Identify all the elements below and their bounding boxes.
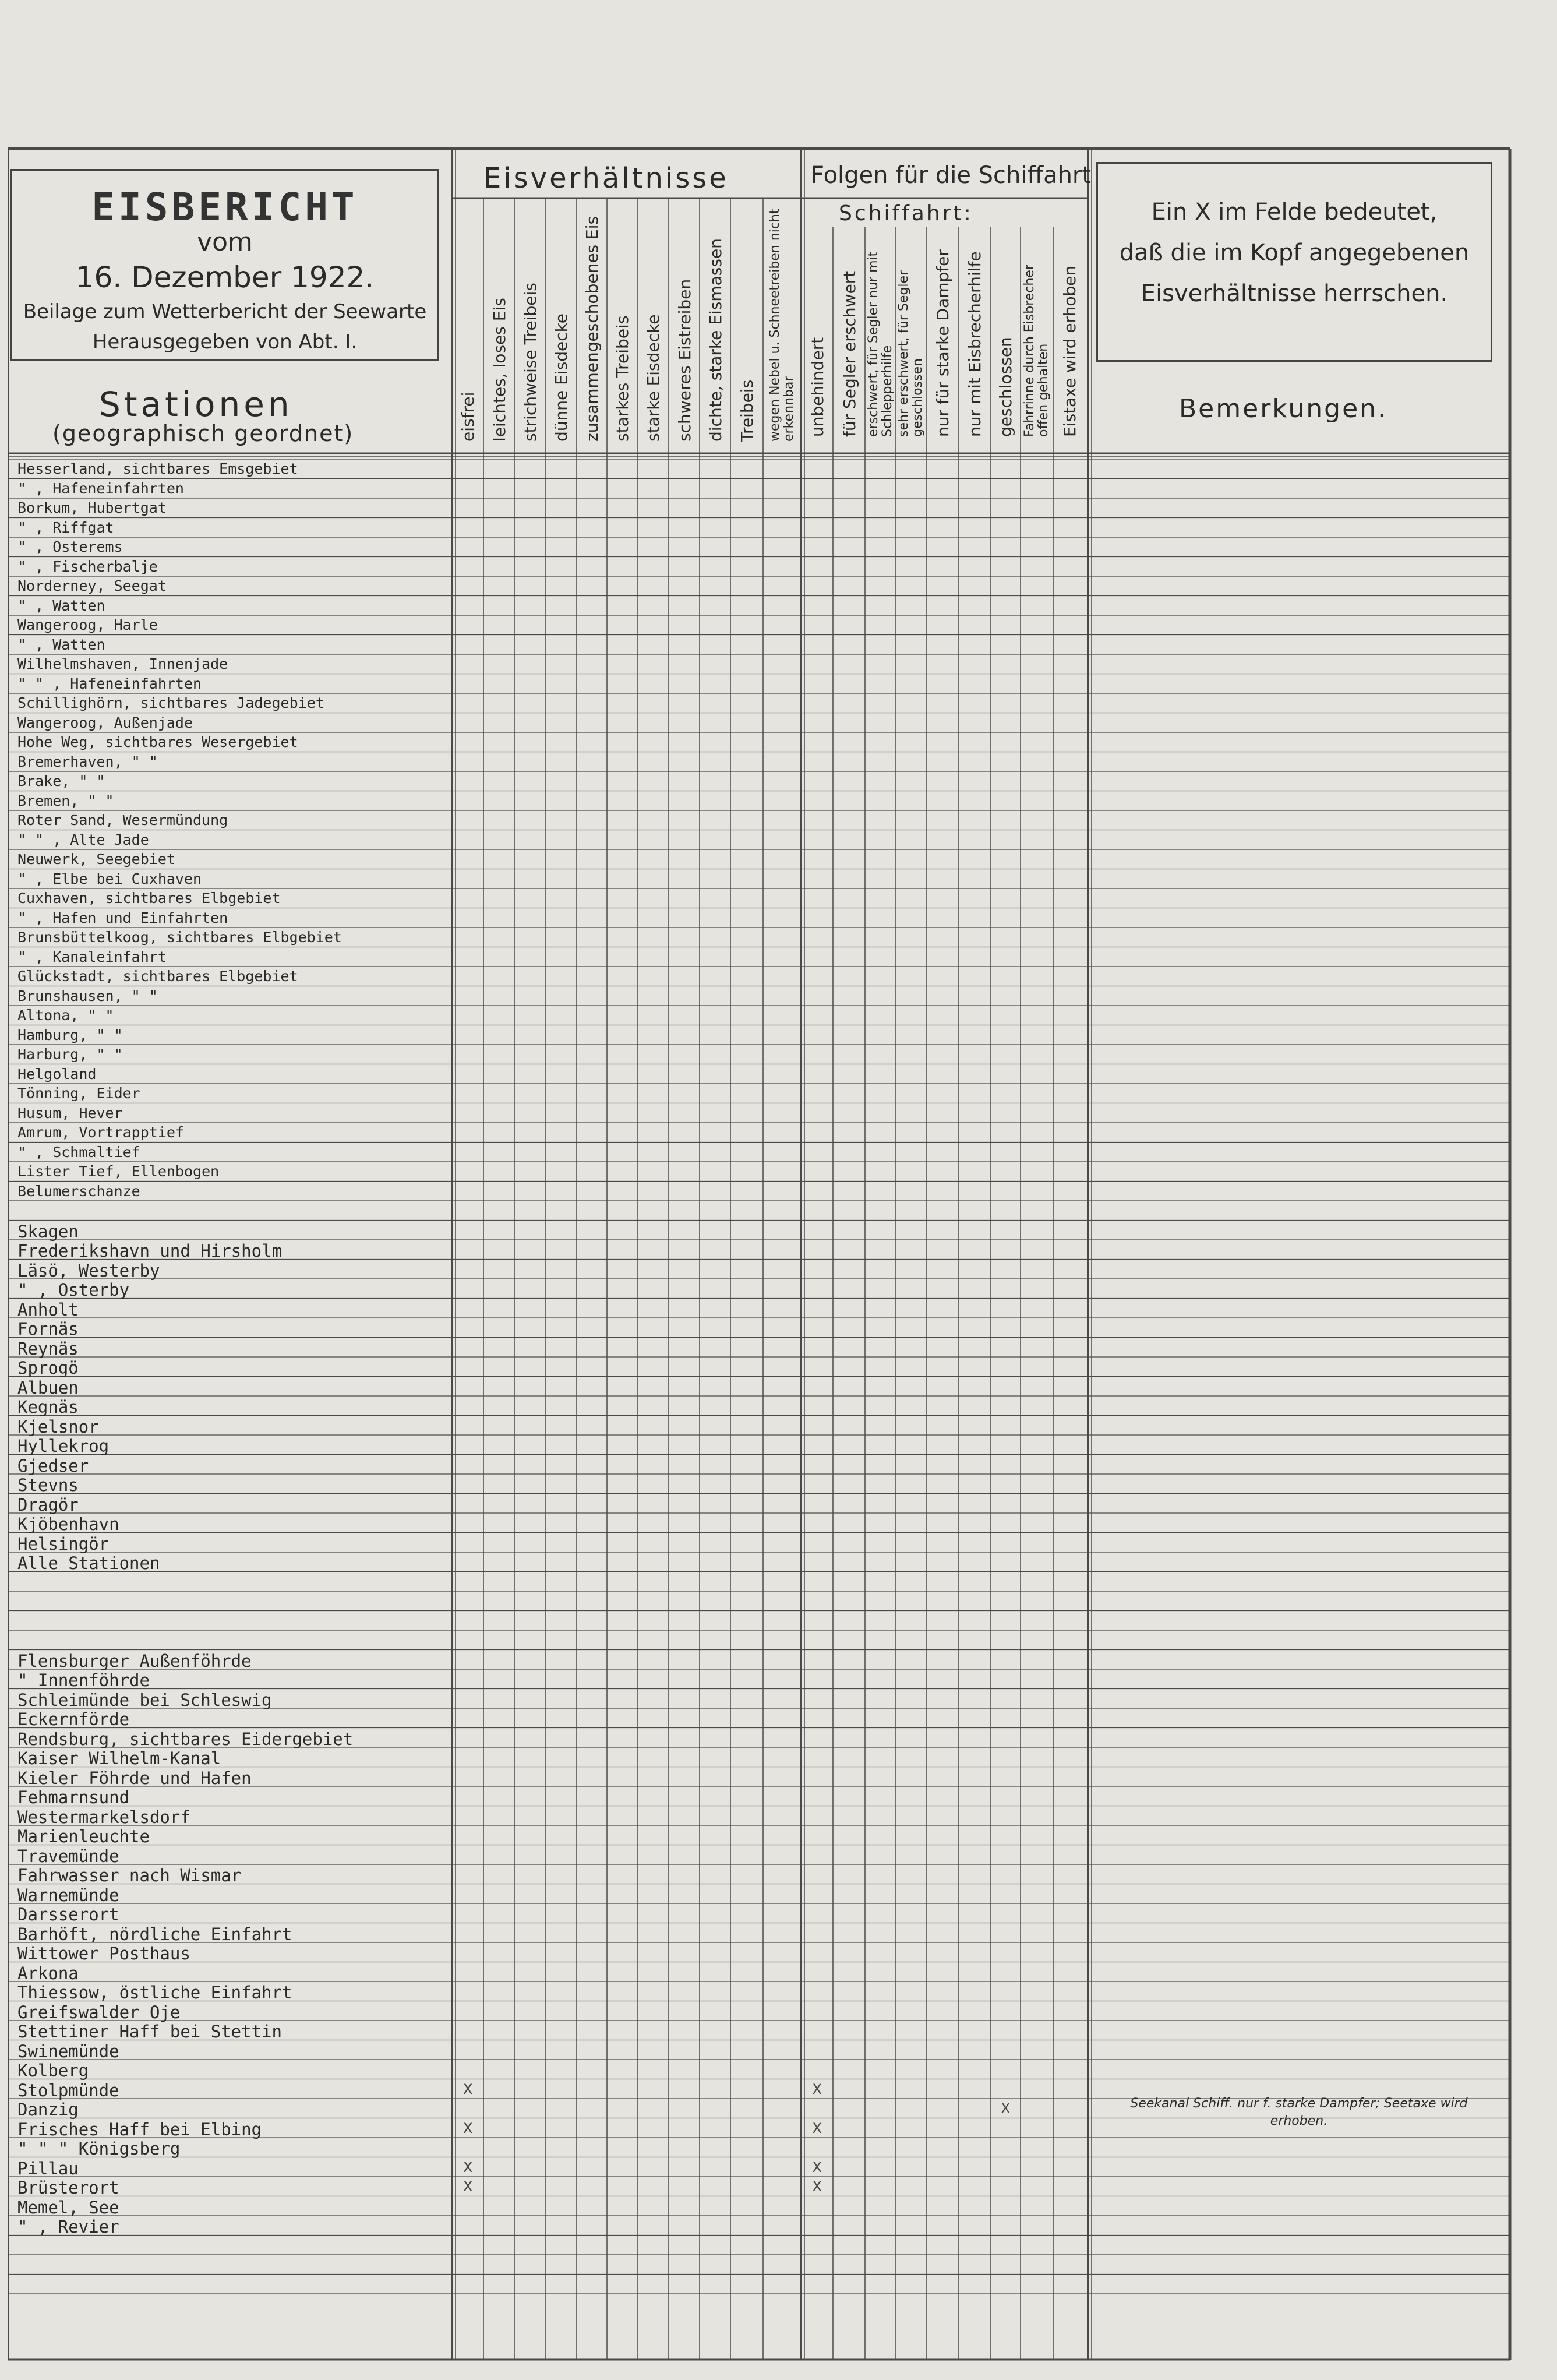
- station-name: Warnemünde: [17, 1885, 119, 1905]
- column-header: wegen Nebel u. Schneetreiben nicht erkennbar: [767, 209, 796, 442]
- station-name: " " , Alte Jade: [17, 831, 149, 848]
- column-header: geschlossen: [996, 337, 1015, 437]
- cell-mark: X: [463, 2178, 473, 2195]
- station-name: Stettiner Haff bei Stettin: [17, 2022, 282, 2041]
- station-name: Swinemünde: [17, 2041, 119, 2061]
- cell-mark: X: [812, 2178, 822, 2195]
- station-name: Stolpmünde: [17, 2080, 119, 2100]
- cell-mark: X: [812, 2120, 822, 2136]
- column-header: dichte, starke Eismassen: [705, 238, 725, 442]
- station-name: Frederikshavn und Hirsholm: [17, 1241, 282, 1261]
- station-name: Gjedser: [17, 1455, 89, 1476]
- station-name: Husum, Hever: [17, 1104, 123, 1122]
- legend-box: [1096, 162, 1492, 362]
- schiffahrt-subheading: Schiffahrt:: [839, 202, 973, 225]
- station-name: Reynäs: [17, 1338, 79, 1359]
- station-name: Memel, See: [17, 2197, 119, 2217]
- column-header: eisfrei: [458, 392, 478, 442]
- column-header: unbehindert: [807, 337, 827, 437]
- station-name: Helgoland: [17, 1065, 97, 1083]
- station-name: Wittower Posthaus: [17, 1944, 190, 1963]
- station-name: Cuxhaven, sichtbares Elbgebiet: [17, 890, 281, 907]
- column-header: nur für starke Dampfer: [933, 249, 952, 437]
- station-name: Dragör: [17, 1494, 79, 1515]
- cell-mark: X: [812, 2159, 822, 2176]
- stations-subheading: (geographisch geordnet): [52, 421, 354, 446]
- cell-mark: X: [463, 2159, 473, 2176]
- station-name: Roter Sand, Wesermündung: [17, 812, 228, 828]
- station-name: Wilhelmshaven, Innenjade: [17, 655, 228, 672]
- station-name: Brunshausen, " ": [17, 987, 158, 1004]
- legend-line: Eisverhältnisse herrschen.: [1141, 280, 1448, 307]
- station-name: Belumerschanze: [17, 1182, 140, 1200]
- station-name: Eckernförde: [17, 1709, 130, 1729]
- column-header: starke Eisdecke: [644, 314, 663, 442]
- station-name: Bremerhaven, " ": [17, 753, 158, 770]
- station-name: Flensburger Außenföhrde: [17, 1651, 252, 1671]
- remark-text: Seekanal Schiff. nur f. starke Dampfer; Seetaxe wird erhoben.: [1130, 2096, 1468, 2128]
- station-name: Hesserland, sichtbares Emsgebiet: [17, 460, 298, 477]
- station-name: Hohe Weg, sichtbares Wesergebiet: [17, 734, 298, 750]
- cell-mark: X: [463, 2081, 473, 2097]
- station-name: Brake, " ": [17, 773, 105, 789]
- station-name: Sprogö: [17, 1358, 79, 1378]
- station-name: " , Hafeneinfahrten: [17, 479, 184, 497]
- station-name: " , Watten: [17, 597, 105, 614]
- station-name: Fehmarnsund: [17, 1787, 130, 1807]
- cell-mark: X: [1001, 2100, 1011, 2117]
- station-name: Schillighörn, sichtbares Jadegebiet: [17, 694, 324, 711]
- station-name: Greifswalder Oje: [17, 2002, 181, 2022]
- report-title: EISBERICHT: [91, 185, 358, 230]
- legend-line: daß die im Kopf angegebenen: [1119, 239, 1470, 266]
- station-name: Wangeroog, Harle: [17, 616, 158, 633]
- station-name: Stevns: [17, 1475, 79, 1495]
- station-name: Barhöft, nördliche Einfahrt: [17, 1924, 292, 1944]
- station-name: Amrum, Vortrapptief: [17, 1124, 184, 1141]
- station-name: Kegnäs: [17, 1397, 79, 1417]
- station-name: Bremen, " ": [17, 792, 114, 809]
- station-name: " " " Königsberg: [17, 2139, 181, 2159]
- station-name: " , Elbe bei Cuxhaven: [17, 870, 202, 887]
- station-name: Norderney, Seegat: [17, 577, 167, 594]
- station-name: Kjelsnor: [17, 1416, 99, 1437]
- station-name: " , Hafen und Einfahrten: [17, 909, 228, 926]
- station-name: " , Osterems: [17, 538, 123, 555]
- column-header: schweres Eistreiben: [675, 278, 694, 442]
- station-name: Frisches Haff bei Elbing: [17, 2119, 262, 2139]
- station-name: Darsserort: [17, 1905, 119, 1924]
- station-name: Hyllekrog: [17, 1436, 110, 1456]
- column-header: sehr erschwert, für Segler geschlossen: [896, 270, 925, 437]
- station-name: Fornäs: [17, 1319, 79, 1339]
- station-name: Alle Stationen: [17, 1553, 160, 1573]
- cell-mark: X: [812, 2081, 822, 2097]
- column-header: für Segler erschwert: [839, 270, 859, 437]
- station-name: Harburg, " ": [17, 1046, 123, 1063]
- station-name: Schleimünde bei Schleswig: [17, 1690, 272, 1710]
- station-name: " , Kanaleinfahrt: [17, 948, 167, 965]
- report-date: 16. Dezember 1922.: [75, 260, 375, 294]
- report-vom: vom: [197, 227, 253, 257]
- station-name: Tönning, Eider: [17, 1085, 140, 1102]
- column-header: leichtes, loses Eis: [489, 298, 509, 442]
- column-header: erschwert, für Segler nur mit Schlepperhilfe: [866, 251, 895, 437]
- station-name: Arkona: [17, 1963, 79, 1983]
- column-header: strichweise Treibeis: [520, 283, 540, 442]
- station-name: Wangeroog, Außenjade: [17, 714, 193, 731]
- station-name: " , Riffgat: [17, 519, 114, 536]
- eis-heading: Eisverhältnisse: [483, 162, 729, 195]
- station-name: " , Schmaltief: [17, 1143, 140, 1161]
- station-name: Glückstadt, sichtbares Elbgebiet: [17, 968, 298, 985]
- station-name: Hamburg, " ": [17, 1026, 123, 1043]
- station-name: Kolberg: [17, 2061, 89, 2081]
- station-name: " Innenföhrde: [17, 1670, 150, 1690]
- station-name: Travemünde: [17, 1846, 119, 1866]
- column-header: dünne Eisdecke: [551, 313, 571, 442]
- column-header: Eistaxe wird erhoben: [1060, 265, 1079, 437]
- station-name: Skagen: [17, 1221, 79, 1242]
- station-name: Kieler Föhrde und Hafen: [17, 1768, 252, 1788]
- station-name: Kjöbenhavn: [17, 1514, 119, 1534]
- column-header: zusammengeschobenes Eis: [582, 216, 602, 442]
- column-header: starkes Treibeis: [613, 315, 632, 442]
- column-header: Treibeis: [737, 379, 757, 442]
- station-name: Brunsbüttelkoog, sichtbares Elbgebiet: [17, 929, 342, 946]
- station-name: Altona, " ": [17, 1007, 114, 1024]
- report-publisher: Herausgegeben von Abt. I.: [92, 330, 358, 354]
- station-name: Marienleuchte: [17, 1827, 150, 1846]
- station-name: " , Watten: [17, 636, 105, 653]
- station-name: Helsingör: [17, 1533, 110, 1554]
- legend-line: Ein X im Felde bedeutet,: [1151, 199, 1438, 225]
- station-name: Danzig: [17, 2100, 79, 2120]
- station-name: " , Revier: [17, 2217, 119, 2237]
- station-name: Brüsterort: [17, 2178, 119, 2198]
- report-beilage: Beilage zum Wetterbericht der Seewarte: [23, 300, 427, 323]
- station-name: Kaiser Wilhelm-Kanal: [17, 1748, 221, 1768]
- station-name: " , Fischerbalje: [17, 558, 158, 575]
- column-header: Fahrrinne durch Eisbrecher offen gehalten: [1022, 265, 1051, 437]
- folgen-heading: Folgen für die Schiffahrt: [811, 162, 1092, 189]
- station-name: " , Osterby: [17, 1280, 130, 1300]
- station-name: Läsö, Westerby: [17, 1260, 160, 1281]
- station-name: Rendsburg, sichtbares Eidergebiet: [17, 1729, 354, 1749]
- station-name: Westermarkelsdorf: [17, 1807, 190, 1827]
- cell-mark: X: [463, 2120, 473, 2136]
- stations-heading: Stationen: [99, 385, 293, 424]
- station-name: Anholt: [17, 1299, 79, 1320]
- station-name: " " , Hafeneinfahrten: [17, 675, 202, 692]
- station-name: Albuen: [17, 1377, 79, 1398]
- station-name: Thiessow, östliche Einfahrt: [17, 1983, 292, 2002]
- station-name: Neuwerk, Seegebiet: [17, 851, 175, 868]
- station-name: Fahrwasser nach Wismar: [17, 1866, 242, 1885]
- title-block: [10, 169, 439, 361]
- station-name: Lister Tief, Ellenbogen: [17, 1163, 220, 1180]
- station-name: Pillau: [17, 2158, 79, 2178]
- station-name: Borkum, Hubertgat: [17, 499, 167, 516]
- bemerkungen-heading: Bemerkungen.: [1179, 394, 1388, 424]
- column-header: nur mit Eisbrecherhilfe: [965, 251, 984, 437]
